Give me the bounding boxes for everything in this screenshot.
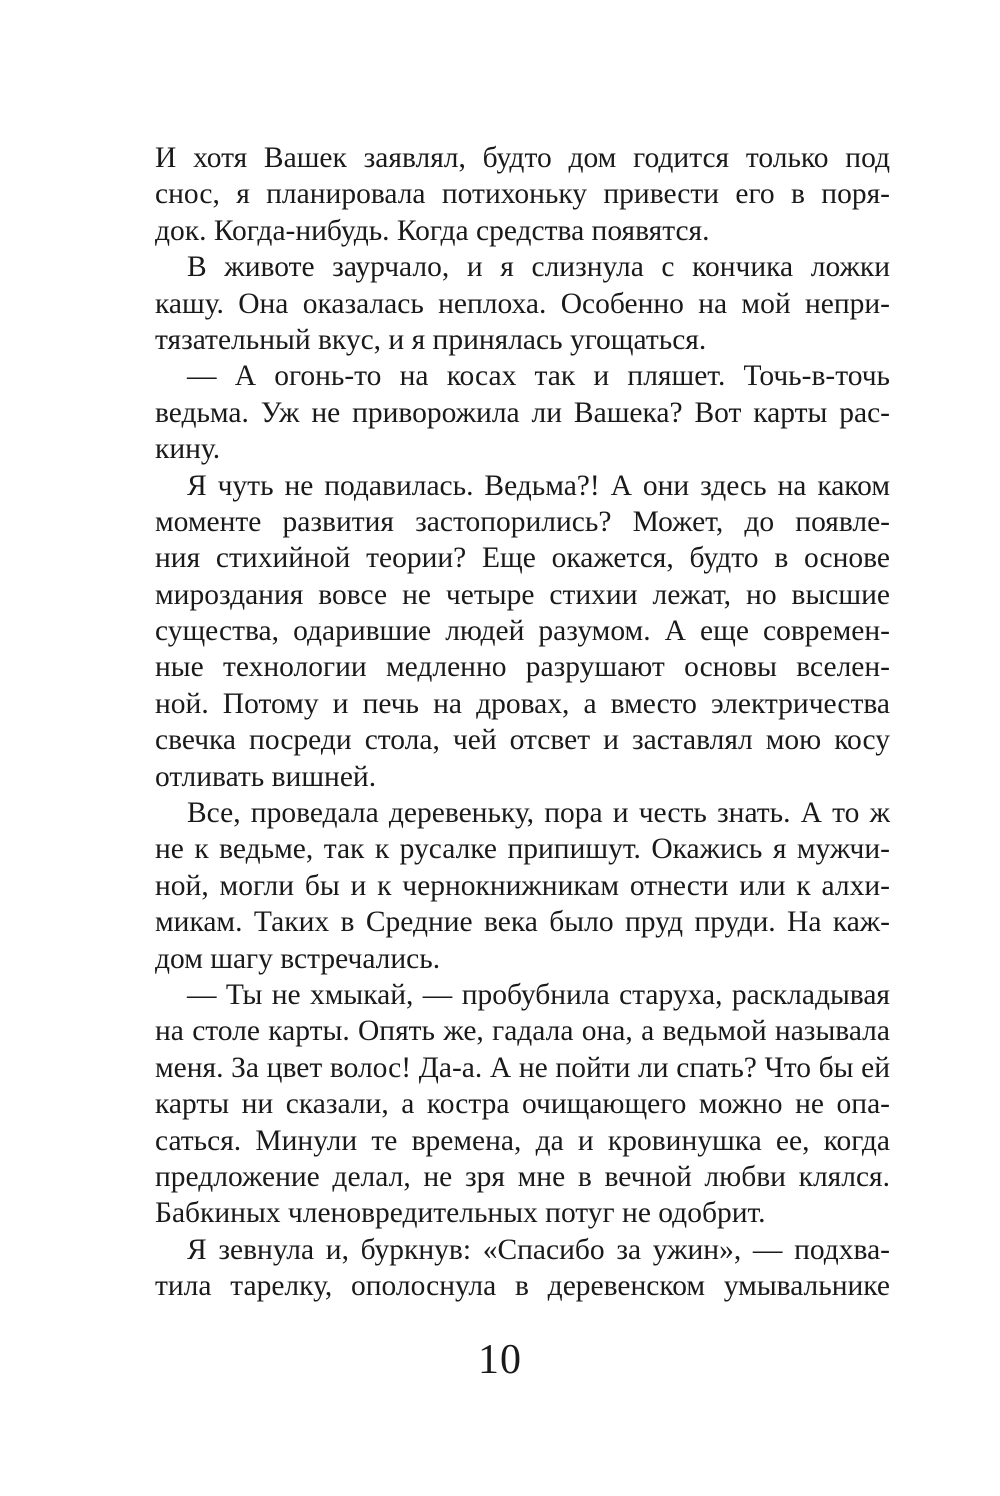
text-line: ния стихийной теории? Еще окажется, будто в основе <box>155 542 890 575</box>
paragraph <box>155 358 890 467</box>
text-line: меня. За цвет волос! Да-а. А не пойти ли спать? Что бы ей <box>155 1051 890 1084</box>
text-line: ные технологии медленно разрушают основы вселен- <box>155 651 890 684</box>
text-line: дом шагу встречались. <box>155 942 441 975</box>
paragraph <box>155 249 890 358</box>
text-line: на столе карты. Опять же, гадала она, а ведьмой называла <box>155 1015 890 1048</box>
paragraph <box>155 795 890 977</box>
text-line: кашу. Она оказалась неплоха. Особенно на мой непри- <box>155 287 890 320</box>
text-line: саться. Минули те времена, да и кровинушка ее, когда <box>155 1124 890 1157</box>
text-line: ной. Потому и печь на дровах, а вместо электричества <box>155 687 890 720</box>
page-body <box>155 140 890 1305</box>
text-line: предложение делал, не зря мне в вечной любви клялся. <box>155 1160 890 1193</box>
text-line: мироздания вовсе не четыре стихии лежат, но высшие <box>155 578 890 611</box>
paragraph <box>155 977 890 1232</box>
text-line: Я чуть не подавилась. Ведьма?! А они здесь на каком <box>187 469 890 502</box>
text-line: существа, одарившие людей разумом. А еще современ- <box>155 615 890 648</box>
text-line: Бабкиных членовредительных потуг не одобрит. <box>155 1197 766 1230</box>
paragraph <box>155 1232 890 1305</box>
text-line: Все, проведала деревеньку, пора и честь знать. А то ж <box>187 797 890 830</box>
text-line: — А огонь-то на косах так и пляшет. Точь-в-точь <box>187 360 890 393</box>
paragraph <box>155 468 890 796</box>
text-line: отливать вишней. <box>155 760 377 793</box>
text-line: моменте развития застопорились? Может, до появле- <box>155 505 890 538</box>
text-line: карты ни сказали, а костра очищающего можно не опа- <box>155 1088 890 1121</box>
paragraph <box>155 140 890 249</box>
text-line: снос, я планировала потихоньку привести его в поря- <box>155 178 890 211</box>
text-line: кину. <box>155 433 221 466</box>
text-line: док. Когда-нибудь. Когда средства появятся. <box>155 214 710 247</box>
text-line: — Ты не хмыкай, — пробубнила старуха, раскладывая <box>187 978 890 1011</box>
text-line: микам. Таких в Средние века было пруд пруди. На каж- <box>155 906 890 939</box>
text-line: не к ведьме, так к русалке припишут. Окажись я мужчи- <box>155 833 890 866</box>
text-line: ведьма. Уж не приворожила ли Вашека? Вот карты рас- <box>155 396 890 429</box>
text-line: Я зевнула и, буркнув: «Спасибо за ужин», — подхва- <box>187 1233 890 1266</box>
text-line: И хотя Вашек заявлял, будто дом годится только под <box>155 142 890 174</box>
text-line: ной, могли бы и к чернокнижникам отнести или к алхи- <box>155 869 890 902</box>
text-line: В животе заурчало, и я слизнула с кончика ложки <box>187 251 890 284</box>
text-line: тила тарелку, ополоснула в деревенском умывальнике <box>155 1270 890 1303</box>
text-line: свечка посреди стола, чей отсвет и заставлял мою косу <box>155 724 890 757</box>
text-line: тязательный вкус, и я принялась угощаться. <box>155 323 707 356</box>
page-number: 10 <box>478 1337 522 1383</box>
